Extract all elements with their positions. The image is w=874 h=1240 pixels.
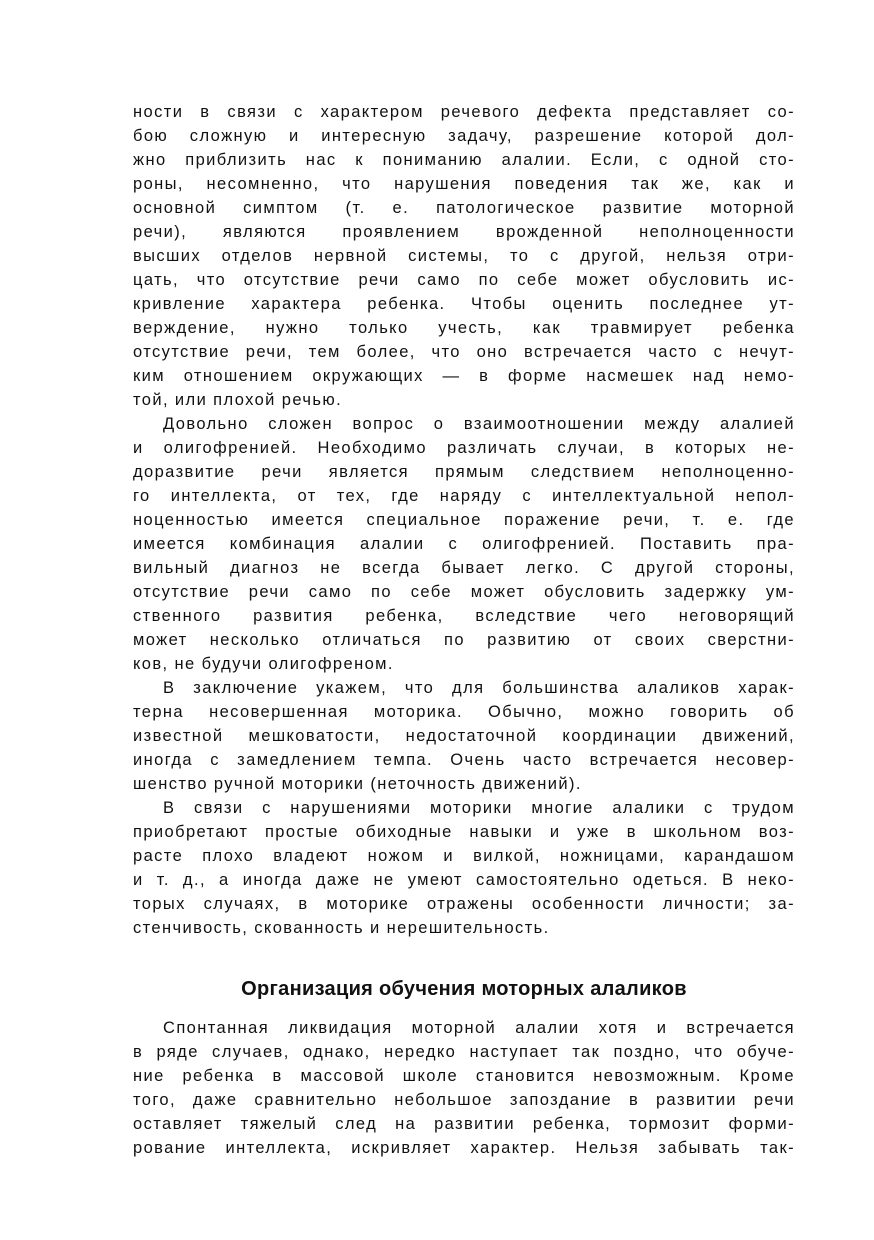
text-line: речи), являются проявлением врожденной неполноценности — [133, 223, 795, 241]
text-line: приобретают простые обиходные навыки и уже в школьном воз- — [133, 823, 795, 841]
text-line: ков, не будучи олигофреном. — [133, 655, 394, 673]
text-line: го интеллекта, от тех, где наряду с интеллектуальной непол- — [133, 487, 795, 505]
text-line: оставляет тяжелый след на развитии ребенка, тормозит форми- — [133, 1115, 795, 1133]
paragraph — [133, 412, 795, 676]
text-line: Довольно сложен вопрос о взаимоотношении между алалией — [163, 415, 795, 433]
text-line: роны, несомненно, что нарушения поведения так же, как и — [133, 175, 795, 193]
text-line: имеется комбинация алалии с олигофренией. Поставить пра- — [133, 535, 795, 553]
text-line: стенчивость, скованность и нерешительность. — [133, 919, 550, 937]
text-line: шенство ручной моторики (неточность движений). — [133, 775, 582, 793]
paragraph — [133, 1016, 795, 1160]
paragraph — [133, 100, 795, 412]
section-heading: Организация обучения моторных алаликов — [241, 978, 687, 1000]
text-line: расте плохо владеют ножом и вилкой, ножницами, карандашом — [133, 847, 795, 865]
text-line: рование интеллекта, искривляет характер. Нельзя забывать так- — [133, 1139, 795, 1157]
paragraph — [133, 676, 795, 796]
text-line: терна несовершенная моторика. Обычно, можно говорить об — [133, 703, 795, 721]
text-line: цать, что отсутствие речи само по себе может обусловить ис- — [133, 271, 795, 289]
text-line: жно приблизить нас к пониманию алалии. Если, с одной сто- — [133, 151, 795, 169]
text-line: торых случаях, в моторике отражены особенности личности; за- — [133, 895, 795, 913]
text-line: ности в связи с характером речевого дефекта представляет со- — [133, 103, 795, 121]
text-line: В связи с нарушениями моторики многие алалики с трудом — [163, 799, 795, 817]
text-line: высших отделов нервной системы, то с другой, нельзя отри- — [133, 247, 795, 265]
text-line: доразвитие речи является прямым следствием неполноценно- — [133, 463, 795, 481]
paragraph — [133, 796, 795, 940]
text-line: того, даже сравнительно небольшое запоздание в развитии речи — [133, 1091, 795, 1109]
text-line: вильный диагноз не всегда бывает легко. С другой стороны, — [133, 559, 795, 577]
text-line: и олигофренией. Необходимо различать случаи, в которых не- — [133, 439, 795, 457]
text-line: ние ребенка в массовой школе становится невозможным. Кроме — [133, 1067, 795, 1085]
text-line: кривление характера ребенка. Чтобы оценить последнее ут- — [133, 295, 795, 313]
document-page — [133, 100, 795, 1160]
text-line: может несколько отличаться по развитию от своих сверстни- — [133, 631, 795, 649]
body-text-before-heading — [133, 100, 795, 940]
body-text-after-heading — [133, 1016, 795, 1160]
text-line: отсутствие речи, тем более, что оно встречается часто с нечут- — [133, 343, 795, 361]
text-line: Спонтанная ликвидация моторной алалии хотя и встречается — [163, 1019, 795, 1037]
text-line: бою сложную и интересную задачу, разрешение которой дол- — [133, 127, 795, 145]
text-line: ноценностью имеется специальное поражение речи, т. е. где — [133, 511, 795, 529]
text-line: иногда с замедлением темпа. Очень часто встречается несовер- — [133, 751, 795, 769]
text-line: в ряде случаев, однако, нередко наступает так поздно, что обуче- — [133, 1043, 795, 1061]
text-line: известной мешковатости, недостаточной координации движений, — [133, 727, 795, 745]
text-line: отсутствие речи само по себе может обусловить задержку ум- — [133, 583, 795, 601]
text-line: и т. д., а иногда даже не умеют самостоятельно одеться. В неко- — [133, 871, 795, 889]
text-line: ким отношением окружающих — в форме насмешек над немо- — [133, 367, 795, 385]
text-line: основной симптом (т. е. патологическое развитие моторной — [133, 199, 795, 217]
text-line: верждение, нужно только учесть, как травмирует ребенка — [133, 319, 795, 337]
text-line: ственного развития ребенка, вследствие чего неговорящий — [133, 607, 795, 625]
text-line: В заключение укажем, что для большинства алаликов харак- — [163, 679, 795, 697]
text-line: той, или плохой речью. — [133, 391, 343, 409]
